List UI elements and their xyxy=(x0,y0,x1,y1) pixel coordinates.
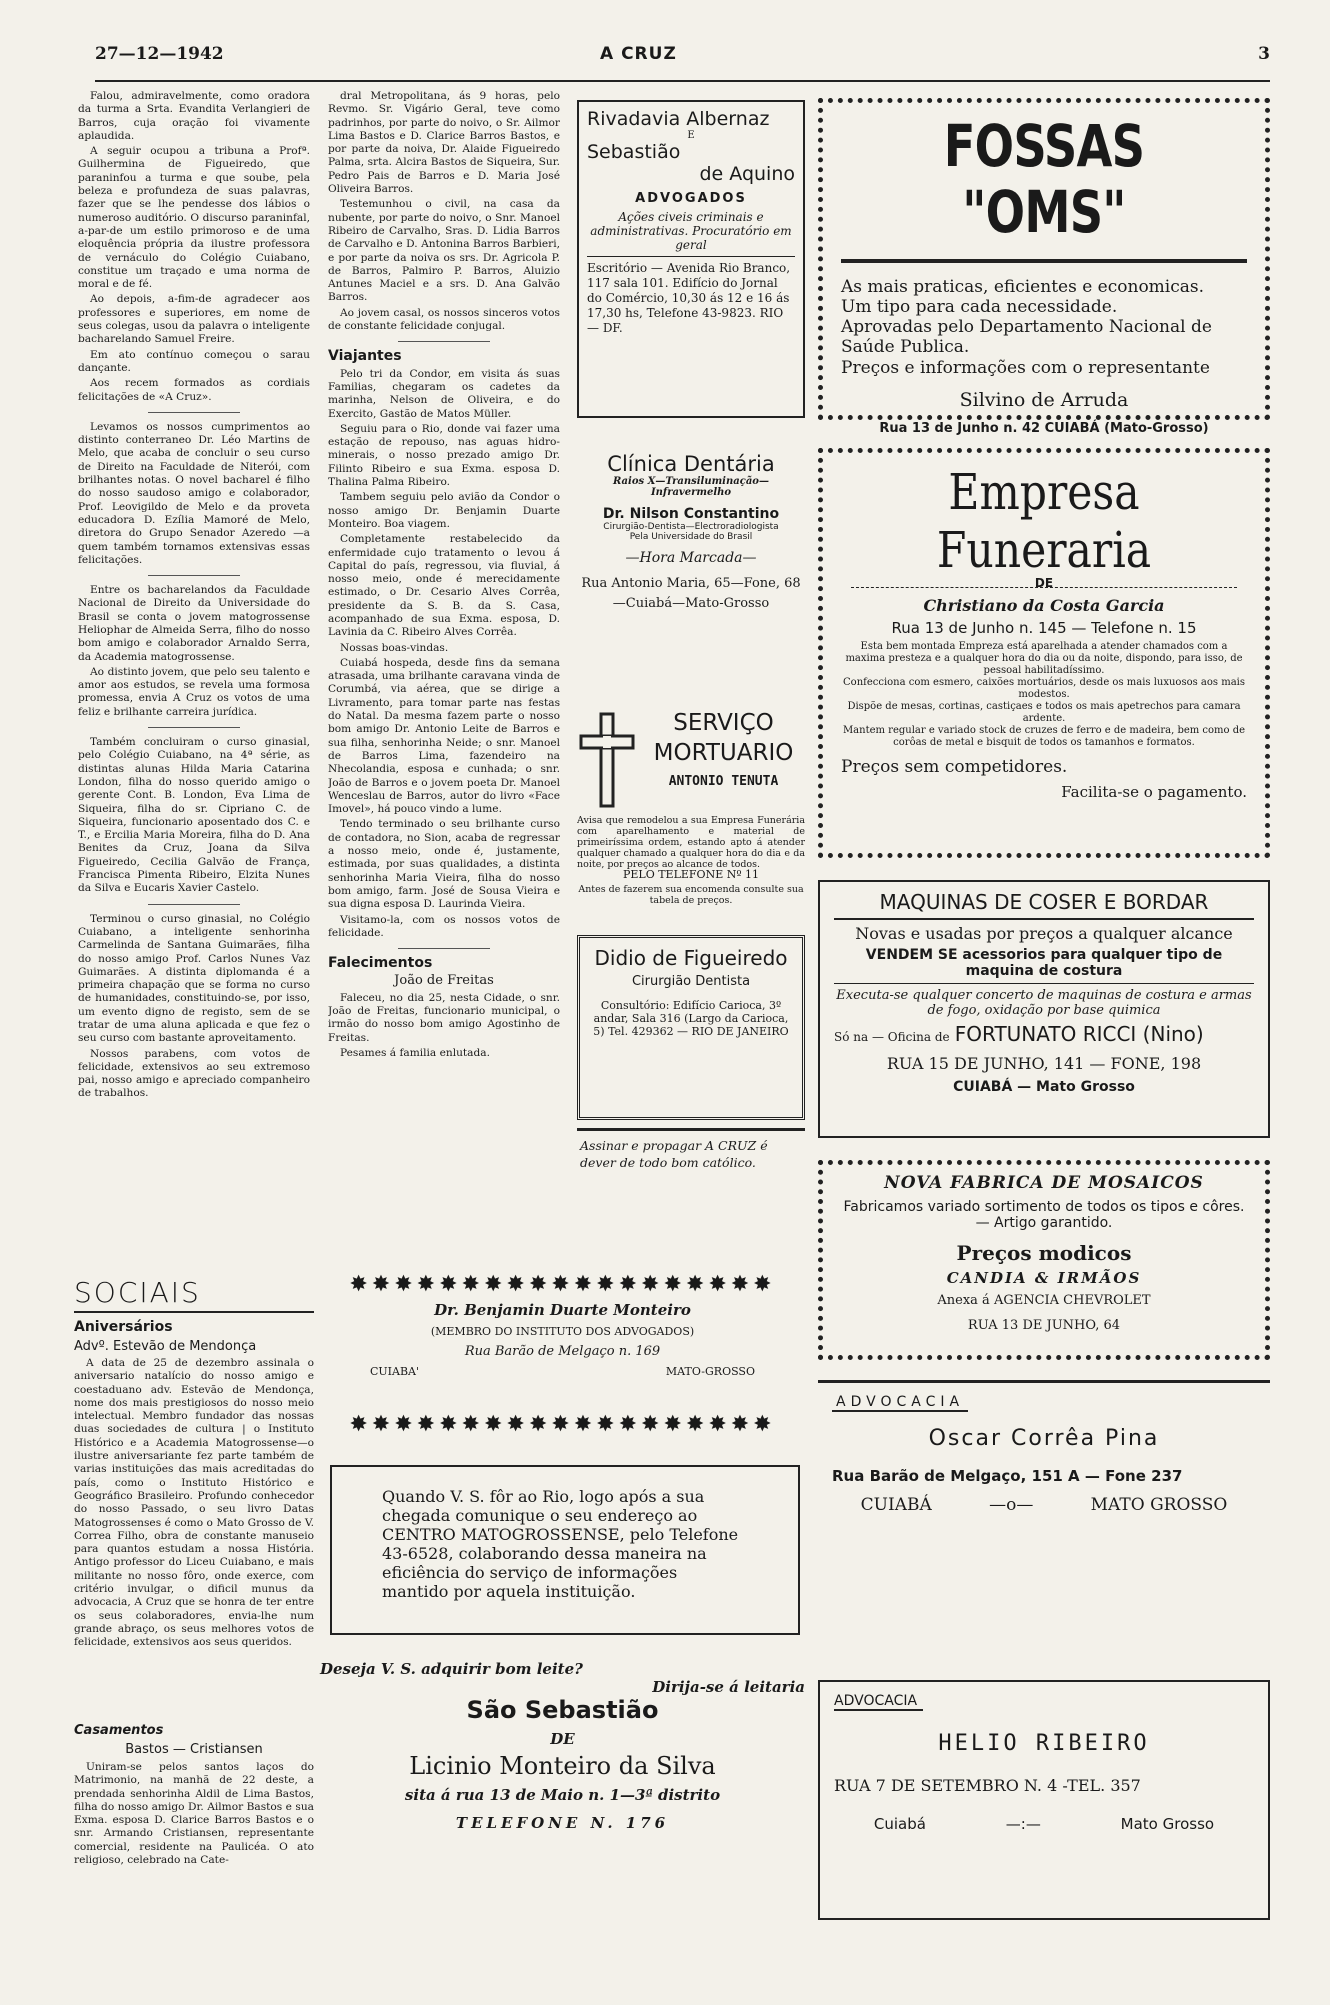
article-paragraph: Pesames á familia enlutada. xyxy=(340,1046,490,1059)
article-paragraph: Testemunhou o civil, na casa da nubente, por parte do noivo, o Snr. Manoel Ribeiro de Carvalho, Sras. D. Lidia Barros de Carvalho e D. Antonina Barros Barbieri, e por parte da noiva os srs. Dr. Agricola P. de Barros, Palmiro P. Barros, Aluizio Antunes Maciel e a srs. D. Ana Galvão Barros. xyxy=(328,198,560,304)
ad-line: —:— xyxy=(1005,1815,1041,1833)
ad-line: Sebastião xyxy=(587,141,681,163)
ad-line: Preços sem competidores. xyxy=(841,757,1068,777)
falecido-name: João de Freitas xyxy=(394,973,494,989)
aniversarios-heading: Aniversários xyxy=(74,1319,173,1335)
ad-line: Cirurgião-Dentista—Electroradiologista xyxy=(603,522,779,532)
divider xyxy=(148,904,241,905)
ad-line: E xyxy=(687,130,695,141)
article-paragraph: Aos recem formados as cordiais felicitações de «A Cruz». xyxy=(78,377,310,403)
ad-line: MAQUINAS DE COSER E BORDAR xyxy=(879,890,1209,914)
ad-line: Preços e informações com o representante xyxy=(841,358,1210,378)
ad-line: sita á rua 13 de Maio n. 1—3ª distrito xyxy=(404,1786,721,1804)
article-paragraph: Tendo terminado o seu brilhante curso de contadora, no Sion, acaba de regressar a nosso meio, onde é, justamente, estimada, por suas qualidades, a distinta senhorinha Maria Vieira, filha do nosso bom amigo, farm. José de Sousa Vieira e sua digna esposa D. Laurinda Vieira. xyxy=(328,818,560,911)
article-paragraph: Visitamo-la, com os nossos votos de felicidade. xyxy=(328,913,560,939)
article-paragraph: Levamos os nossos cumprimentos ao distinto conterraneo Dr. Léo Martins de Melo, que acaba de concluir o seu curso de Direito na Faculdade de Niterói, com brilhantes notas. O novel bacharel é filho do nosso saudoso amigo e colaborador, Prof. Leovigildo de Melo e da proveta educadora D. Ezília Mamoré de Melo, diretora do Grupo Senador Azeredo —a quem também tornamos extensivas essas felicitações. xyxy=(78,420,310,566)
ad-centro-matogrossense xyxy=(330,1465,800,1635)
ad-line: Executa-se qualquer concerto de maquinas de costura e armas de fogo, oxidação por base quimica xyxy=(836,988,1252,1018)
divider xyxy=(148,727,241,728)
viajantes-heading: Viajantes xyxy=(328,348,402,365)
ad-line: FOSSAS "OMS" xyxy=(943,112,1145,246)
ad-leitaria-sao-sebastiao xyxy=(320,1660,805,1920)
ad-line: Deseja V. S. adquirir bom leite? xyxy=(320,1660,583,1678)
ad-line: Mantem regular e variado stock de cruzes de ferro e de madeira, bem como de corôas de metal e bisquit de todos os tamanhos e formatos. xyxy=(842,725,1246,748)
article-paragraph: Também concluiram o curso ginasial, pelo Colégio Cuiabano, na 4ª série, as distintas alunas Hilda Maria Catarina London, filha do nosso querido amigo o gerente Cont. B. London, Eva Lima de Siqueira, filha do sr. Cipriano C. de Siqueira, funcionario aposentado dos C. e T., e Ercilia Maria Moreira, filha do D. Ana Benites da Cruz, Joana da Silva Figueiredo, Cecilia Galvão de França, Francisca Pimenta Ribeiro, Elzita Nunes da Silva e Eucaris Xavier Castelo. xyxy=(78,736,310,895)
header-title: A CRUZ xyxy=(600,44,677,64)
ad-line: ADVOCACIA xyxy=(832,1394,968,1412)
cross-icon xyxy=(577,710,637,810)
article-paragraph: Terminou o curso ginasial, no Colégio Cuiabano, a inteligente senhorinha Carmelinda de Santana Guimarães, filha do nosso amigo Prof. Carlos Nunes Vaz Guimarães. A distinta diplomanda é a primeira chapação que se forma no curso de humanidades, constituindo-se, por isso, um evento digno de registo, sem de se tratar de uma aluna aplicada e que fez o seu curso com bastante aproveitamento. xyxy=(78,912,310,1045)
ad-benjamin-monteiro xyxy=(320,1272,805,1412)
ad-line: Dr. Nilson Constantino xyxy=(602,506,780,522)
casamentos-heading: Casamentos xyxy=(74,1723,164,1738)
ad-helio-ribeiro xyxy=(818,1680,1270,1920)
ad-line: ADVOCACIA xyxy=(834,1693,923,1711)
ad-line: Quando V. S. fôr ao Rio, logo após a sua chegada comunique o seu endereço ao CENTRO MATOGROSSENSE, pelo Telefone 43-6528, colaborando dessa maneira na eficiência do serviço de informações mantido por aquela instituição. xyxy=(382,1487,739,1601)
article-paragraph: Uniram-se pelos santos laços do Matrimonio, na manhã de 22 deste, a prendada senhorinha Aldil de Lima Bastos, filha do nosso amigo Dr. Ailmor Bastos e sua Exma. esposa D. Clarice Barros Bastos e o snr. Armando Cristiansen, representante comercial, residente na Paulicéa. O ato religioso, celebrado na Cate- xyxy=(74,1761,314,1867)
ad-line: RUA 7 DE SETEMBRO N. 4 -TEL. 357 xyxy=(834,1776,1141,1795)
column-2 xyxy=(328,90,560,1275)
ad-line: Didio de Figueiredo xyxy=(594,946,788,970)
ad-line: —o— xyxy=(989,1495,1034,1515)
ad-line: Aprovadas pelo Departamento Nacional de Saúde Publica. xyxy=(841,317,1212,357)
ad-servico-mortuario xyxy=(577,710,805,870)
ad-line: Escritório — Avenida Rio Branco, 117 sala 101. Edifício do Jornal do Comércio, 10,30 ás 12 e 16 ás 17,30 hs, Telefone 43-9823. RIO — DF. xyxy=(587,261,791,335)
ad-servico-note: Antes de fazerem sua encomenda consulte sua tabela de preços. xyxy=(578,884,804,906)
ad-line: NOVA FABRICA DE MOSAICOS xyxy=(884,1173,1204,1193)
ad-line: —Hora Marcada— xyxy=(625,550,757,566)
article-paragraph: dral Metropolitana, ás 9 horas, pelo Revmo. Sr. Vigário Geral, teve como padrinhos, por parte do noivo, o Sr. Ailmor Lima Bastos e D. Clarice Barros Bastos, e por parte da noiva, Dr. Alaide Figueiredo Palma, srta. Alcira Bastos de Siqueira, Sur. Pedro Pais de Barros e D. Maria José Oliveira Barros. xyxy=(328,90,560,196)
ad-line: CUIABÁ — Mato Grosso xyxy=(953,1079,1135,1095)
ad-line: CUIABA' xyxy=(370,1365,420,1378)
ad-rivadavia-advogados xyxy=(577,100,805,418)
divider xyxy=(148,575,241,576)
rule-bar xyxy=(841,259,1247,263)
article-paragraph: Entre os bacharelandos da Faculdade Nacional de Direito da Universidade do Brasil se conta o jovem matogrossense Heliophar de Almeida Serra, filho do nosso bom amigo e colaborador Arnaldo Serra, da Academia matogrossense. xyxy=(78,584,310,663)
ad-oscar-correa-pina xyxy=(818,1380,1270,1656)
article-paragraph: Completamente restabelecido da enfermidade cujo tratamento o levou á Capital do país, regressou, via fluvial, á nosso meio, onde é merecidamente estimado, o Dr. Cesario Alves Corrêa, presidente da S. B. da S. Casa, acompanhado de sua Exma. esposa, D. Lavinia da C. Ribeiro Alves Corrêa. xyxy=(328,533,560,639)
ad-line: Rua Barão de Melgaço, 151 A — Fone 237 xyxy=(832,1467,1183,1485)
ad-line: ANTONIO TENUTA xyxy=(668,774,779,789)
ad-line: Raios X—Transiluminação—Infravermelho xyxy=(613,476,769,498)
header-date: 27—12—1942 xyxy=(95,44,224,64)
ad-line: Esta bem montada Empreza está aparelhada a atender chamados com a maxima presteza e a qualquer hora do dia ou da noite, dispondo, para isso, de pessoal habilitadíssimo. xyxy=(845,641,1243,676)
divider xyxy=(398,341,491,342)
ad-servico-phone: PELO TELEFONE Nº 11 xyxy=(622,868,760,881)
ad-line: CANDIA & IRMÃOS xyxy=(946,1269,1142,1287)
ad-line: Dr. Benjamin Duarte Monteiro xyxy=(434,1301,691,1319)
aniversario-text xyxy=(74,1357,314,1717)
ad-line: FORTUNATO RICCI (Nino) xyxy=(954,1022,1204,1046)
ad-line: Christiano da Costa Garcia xyxy=(923,596,1165,615)
ad-line: Consultório: Edifício Carioca, 3º andar, Sala 316 (Largo da Carioca, 5) Tel. 429362 — RIO DE JANEIRO xyxy=(593,999,789,1038)
rule xyxy=(577,1128,805,1131)
ad-didio-figueiredo xyxy=(577,935,805,1120)
article-paragraph: Cuiabá hospeda, desde fins da semana atrasada, uma brilhante caravana vinda de Corumbá, via aérea, que se dirige a Livramento, para tomar parte nas festas do Natal. Da mesma fazem parte o nosso bom amigo Dr. Antonio Leite de Barros e sua filha, senhorinha Neide; o snr. Manoel de Barros Lima, fazendeiro na Nhecolandia, esposa e cunhada; o snr. João de Barros e o jovem poeta Dr. Manoel Wenceslau de Barros, autor do livro «Face Imovel», há pouco vindo a lume. xyxy=(328,656,560,816)
ad-line: Ações civeis criminais e administrativas. Procuratório em geral xyxy=(587,210,795,257)
ad-line: HELIO RIBEIRO xyxy=(938,1731,1150,1756)
ad-clinica-dentaria xyxy=(577,452,805,707)
article-paragraph: Nossas boas-vindas. xyxy=(340,641,449,654)
ad-line: Rua 13 de Junho n. 145 — Telefone n. 15 xyxy=(891,619,1197,637)
sociais-section xyxy=(74,1276,314,1901)
article-paragraph: Falou, admiravelmente, como oradora da turma a Srta. Evandita Verlangieri de Barros, cuja oração foi vivamente aplaudida. xyxy=(78,90,310,142)
column-1 xyxy=(78,90,310,1260)
ad-line: (MEMBRO DO INSTITUTO DOS ADVOGADOS) xyxy=(430,1325,695,1338)
header-page-number: 3 xyxy=(1258,44,1270,64)
ad-line: Fabricamos variado sortimento de todos os tipos e côres. — Artigo garantido. xyxy=(843,1199,1245,1231)
ad-line: MATO-GROSSO xyxy=(665,1365,755,1378)
ad-line: Rua Barão de Melgaço n. 169 xyxy=(464,1344,661,1359)
ad-line: Oscar Corrêa Pina xyxy=(928,1426,1160,1451)
page-header xyxy=(95,40,1270,82)
ad-line: DE xyxy=(851,579,1237,588)
article-paragraph: Tambem seguiu pelo avião da Condor o nosso amigo Dr. Benjamin Duarte Monteiro. Boa viagem. xyxy=(328,491,560,530)
ad-line: SERVIÇO xyxy=(673,710,774,736)
ad-line: Pela Universidade do Brasil xyxy=(629,532,753,542)
rule-bar xyxy=(834,918,1254,920)
article-paragraph: Em ato contínuo começou o sarau dançante. xyxy=(78,348,310,374)
ad-line: Preços modicos xyxy=(956,1241,1132,1265)
assinar-note: Assinar e propagar A CRUZ é dever de todo bom católico. xyxy=(580,1138,768,1170)
falecimentos-heading: Falecimentos xyxy=(328,955,433,972)
article-paragraph: A seguir ocupou a tribuna a Profª. Guilhermina de Figueiredo, que paraninfou a turma e que soube, pela beleza e profundeza de suas palavras, fazer que se lhe pendesse dos lábios o numeroso auditório. O discurso paraninfal, a-par-de um estilo primoroso e de uma eloquência própria da ilustre professora de vernáculo do Colégio Cuiabano, constitue um traçado e uma norma de moral e de fé. xyxy=(78,145,310,291)
article-paragraph: Ao distinto jovem, que pelo seu talento e amor aos estudos, se revela uma formosa promessa, envia A Cruz os votos de uma feliz e brilhante carreira jurídica. xyxy=(78,665,310,718)
ad-line: VENDEM SE acessorios para qualquer tipo de maquina de costura xyxy=(865,947,1223,979)
ad-line: ADVOGADOS xyxy=(635,191,747,206)
ad-line: Avisa que remodelou a sua Empresa Funerária com aparelhamento e material de primeiríssima ordem, estando apto á atender qualquer chamado a qualquer hora do dia e da noite, por preços ao alcance de todos. xyxy=(577,815,805,870)
ad-line: Dispõe de mesas, cortinas, castiçaes e todos os mais apetrechos para camara ardente. xyxy=(847,701,1241,724)
casamento-names: Bastos — Cristiansen xyxy=(125,1742,263,1757)
ad-line: Só na — Oficina de xyxy=(834,1030,950,1044)
ad-line: Dirija-se á leitaria xyxy=(652,1678,805,1696)
ad-line: RUA 13 DE JUNHO, 64 xyxy=(967,1318,1121,1333)
rule-bar xyxy=(577,1128,805,1131)
ad-line: As mais praticas, eficientes e economicas. xyxy=(841,277,1205,297)
ad-line: Anexa á AGENCIA CHEVROLET xyxy=(937,1293,1151,1308)
ad-line: Novas e usadas por preços a qualquer alcance xyxy=(855,924,1233,943)
rule-bar xyxy=(834,983,1254,984)
star-border-icon: ✸✸✸✸✸✸✸✸✸✸✸✸✸✸✸✸✸✸✸ xyxy=(349,1412,776,1437)
divider xyxy=(398,948,491,949)
ad-fossas-oms xyxy=(818,98,1270,436)
ad-maquinas-coser xyxy=(818,880,1270,1138)
casamento-text xyxy=(74,1761,314,1901)
ad-line: de Aquino xyxy=(699,163,795,185)
article-paragraph: Faleceu, no dia 25, nesta Cidade, o snr. João de Freitas, funcionario municipal, o irmão do nosso bom amigo Agostinho de Freitas. xyxy=(328,991,560,1044)
ad-line: DE xyxy=(550,1730,575,1748)
ad-line: Mato Grosso xyxy=(1120,1815,1215,1833)
ad-line: Rua 13 de Junho n. 42 CUIABÁ (Mato-Grosso) xyxy=(879,421,1209,436)
ad-line: Rua Antonio Maria, 65—Fone, 68—Cuiabá—Mato-Grosso xyxy=(581,576,801,611)
ad-line: Licinio Monteiro da Silva xyxy=(409,1752,716,1780)
ad-line: Confecciona com esmero, caixões mortuários, desde os mais luxuosos aos mais modestos. xyxy=(843,677,1245,700)
article-paragraph: Seguiu para o Rio, donde vai fazer uma estação de repouso, nas aguas hidro-minerais, o nosso prezado amigo Dr. Filinto Ribeiro e sua Exma. esposa D. Thalina Palma Ribeiro. xyxy=(328,422,560,489)
article-paragraph: Pelo tri da Condor, em visita ás suas Familias, chegaram os cadetes da marinha, Nelson de Oliveira, e do Exercito, Gastão de Matos Müller. xyxy=(328,367,560,420)
divider xyxy=(148,412,241,413)
article-paragraph: A data de 25 de dezembro assinala o aniversario natalício do nosso amigo e coestaduano adv. Estevão de Mendonça, nome dos mais prestigiosos do nosso meio intelectual. Membro fundador das nossas duas sociedades de cultura | o Instituto Histórico e a Academia Matogrossense—o ilustre aniversariante fez parte também de varias instituições das mais acreditadas do país, como o Instituto Histórico e Geográfico Brasileiro. Profundo conhecedor do nosso Passado, o seu livro Datas Matogrossenses é como o Mato Grosso de V. Correa Filho, obra de constante manuseio para quantos estudam a nossa História. Antigo professor do Liceu Cuiabano, e mais militante no nosso fôro, onde exerce, com critério invulgar, o dificil munus da advocacia, A Cruz que se honra de ter entre os seus colaboradores, envia-lhe num grande abraço, os seus melhores votos de felicidade, extensivos aos seus queridos. xyxy=(74,1357,314,1649)
article-paragraph: Ao jovem casal, os nossos sinceros votos de constante felicidade conjugal. xyxy=(328,306,560,333)
ad-line: TELEFONE N. 176 xyxy=(455,1814,670,1832)
ad-line: Clínica Dentária xyxy=(607,452,775,476)
star-border-icon: ✸✸✸✸✸✸✸✸✸✸✸✸✸✸✸✸✸✸✸ xyxy=(349,1272,776,1297)
ad-line: Empresa Funeraria xyxy=(936,463,1152,579)
ad-line: MORTUARIO xyxy=(653,740,794,766)
ad-line: Facilita-se o pagamento. xyxy=(1061,783,1247,801)
ad-empresa-funeraria xyxy=(818,448,1270,858)
aniversariante-name: Advº. Estevão de Mendonça xyxy=(74,1339,257,1354)
article-paragraph: Nossos parabens, com votos de felicidade, extensivos ao seu extremoso pai, nosso amigo e apreciado companheiro de trabalhos. xyxy=(78,1047,310,1100)
sociais-title: SOCIAIS xyxy=(74,1276,314,1313)
ad-line: Cuiabá xyxy=(873,1815,926,1833)
ad-line: São Sebastião xyxy=(466,1696,659,1724)
ad-line: Cirurgião Dentista xyxy=(631,974,751,989)
ad-line: Um tipo para cada necessidade. xyxy=(841,297,1118,317)
ad-line: CUIABÁ xyxy=(860,1495,932,1515)
ad-line: Rivadavia Albernaz xyxy=(587,108,770,130)
ad-nova-fabrica-mosaicos xyxy=(818,1160,1270,1360)
article-paragraph: Ao depois, a-fim-de agradecer aos professores e superiores, em nome de seus colegas, usou da palavra o inteligente bacharelando Samuel Freire. xyxy=(78,293,310,346)
ad-line: RUA 15 DE JUNHO, 141 — FONE, 198 xyxy=(886,1054,1202,1073)
ad-line: Silvino de Arruda xyxy=(959,389,1129,411)
ad-line: MATO GROSSO xyxy=(1090,1495,1228,1515)
